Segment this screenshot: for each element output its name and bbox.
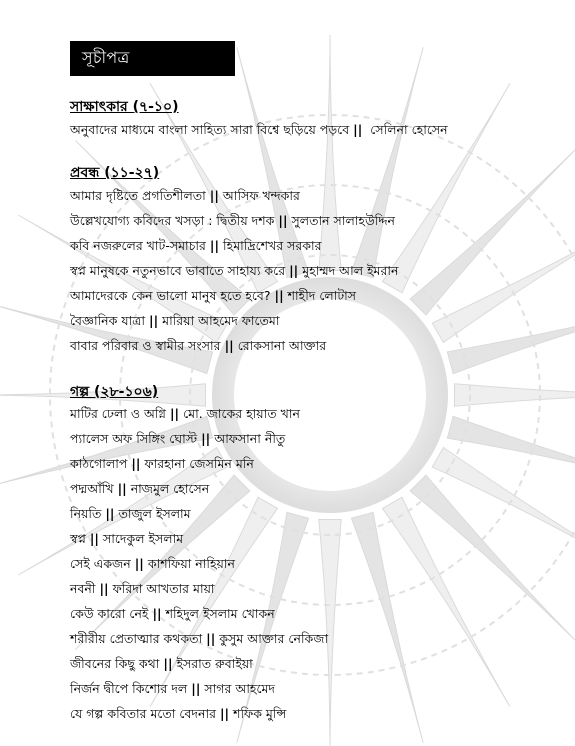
toc-entry: [70, 430, 285, 448]
toc-entry: [70, 630, 328, 648]
work-title: যে গল্প কবিতার মতো বেদনার: [70, 706, 216, 721]
toc-entry: [70, 262, 398, 280]
work-title: কেউ কারো নেই: [70, 606, 149, 621]
author-name: নাজমুল হোসেন: [130, 481, 210, 496]
work-title: আমার দৃষ্টিতে প্রগতিশীলতা: [70, 188, 206, 203]
toc-entry: [70, 480, 209, 498]
work-title: শরীরীয় প্রেতাত্মার কথকতা: [70, 631, 203, 646]
author-name: সাগর আহমেদ: [204, 681, 275, 696]
work-title: নির্জন দ্বীপে কিশোর দল: [70, 681, 188, 696]
section-heading-story: গল্প (২৮-১০৬): [70, 384, 159, 400]
toc-entry: [70, 705, 286, 723]
author-name: হিমাদ্রিশেখর সরকার: [223, 238, 322, 253]
author-name: ইসরাত রুবাইয়া: [176, 656, 253, 671]
toc-entry: [70, 605, 275, 623]
separator: ||: [169, 406, 180, 421]
work-title: স্বপ্ন: [70, 531, 86, 546]
author-name: শহিদুল ইসলাম খোকন: [165, 606, 275, 621]
author-name: সুলতান সালাহউদ্দিন: [291, 213, 395, 228]
separator: ||: [201, 431, 211, 446]
work-title: কবি নজরুলের খাট-সমাচার: [70, 238, 206, 253]
work-title: উল্লেখযোগ্য কবিদের খসড়া : দ্বিতীয় দশক: [70, 213, 275, 228]
author-name: ফরিদা আখতার মায়া: [112, 581, 215, 596]
separator: ||: [224, 338, 234, 353]
work-title: নবনী: [70, 581, 96, 596]
author-name: কুসুম আক্তার নেকিজা: [219, 631, 329, 646]
separator: ||: [117, 481, 127, 496]
toc-entry: [70, 505, 191, 523]
author-name: আসিফ খন্দকার: [222, 188, 300, 203]
toc-entry: [70, 530, 183, 548]
separator: ||: [274, 288, 284, 303]
separator: ||: [209, 188, 219, 203]
author-name: কাশফিয়া নাহিয়ান: [147, 556, 235, 571]
title-text: সূচীপত্র: [82, 48, 130, 67]
separator: ||: [89, 531, 99, 546]
separator: ||: [289, 263, 299, 278]
separator: ||: [163, 656, 173, 671]
toc-entry: [70, 312, 280, 330]
work-title: বাবার পরিবার ও স্বামীর সংসার: [70, 338, 221, 353]
separator: ||: [105, 506, 115, 521]
work-title: বৈজ্ঞানিক যাত্রা: [70, 313, 145, 328]
toc-entry: [70, 555, 235, 573]
author-name: মুহাম্মদ আল ইমরান: [302, 263, 399, 278]
toc-entry: [70, 405, 300, 423]
work-title: কাঠগোলাপ: [70, 456, 128, 471]
work-title: সেই একজন: [70, 556, 131, 571]
work-title: স্বপ্ন মানুষকে নতুনভাবে ভাবাতে সাহায্য করে: [70, 263, 286, 278]
author-name: শাহীদ লোটাস: [287, 288, 357, 303]
author-name: মারিয়া আহমেদ ফাতেমা: [162, 313, 280, 328]
section-heading-interview: সাক্ষাৎকার (৭-১০): [70, 99, 179, 115]
author-name: শফিক মুন্সি: [233, 706, 287, 721]
separator: ||: [131, 456, 141, 471]
toc-entry: [70, 121, 448, 139]
work-title: আমাদেরকে কেন ভালো মানুষ হতে হবে?: [70, 288, 271, 303]
separator: ||: [134, 556, 144, 571]
page-title: [70, 41, 235, 76]
separator: ||: [191, 681, 201, 696]
author-name: তাজুল ইসলাম: [118, 506, 191, 521]
separator: ||: [152, 606, 162, 621]
work-title: নিয়তি: [70, 506, 102, 521]
work-title: প্যালেস অফ সিঙ্গিং ঘোস্ট: [70, 431, 198, 446]
toc-entry: [70, 337, 326, 355]
separator: ||: [353, 122, 363, 137]
toc-entry: [70, 287, 356, 305]
author-name: মো. জাকের হায়াত খান: [183, 406, 300, 421]
separator: ||: [209, 238, 220, 253]
separator: ||: [219, 706, 230, 721]
toc-entry: [70, 580, 215, 598]
work-title: জীবনের কিছু কথা: [70, 656, 160, 671]
separator: ||: [99, 581, 109, 596]
author-name: সেলিনা হোসেন: [370, 122, 448, 137]
toc-entry: [70, 680, 275, 698]
toc-entry: [70, 455, 254, 473]
toc-entry: [70, 237, 322, 255]
author-name: আফসানা নীতু: [214, 431, 286, 446]
work-title: পদ্মআঁখি: [70, 481, 114, 496]
section-heading-essay: প্রবন্ধ (১১-২৭): [70, 165, 160, 181]
author-name: সাদেকুল ইসলাম: [102, 531, 184, 546]
work-title: মাটির ঢেলা ও অগ্নি: [70, 406, 166, 421]
author-name: ফারহানা জেসমিন মনি: [144, 456, 254, 471]
separator: ||: [206, 631, 216, 646]
work-title: অনুবাদের মাধ্যমে বাংলা সাহিত্য সারা বিশ্বে ছড়িয়ে পড়বে: [70, 122, 350, 137]
author-name: রোকসানা আক্তার: [237, 338, 327, 353]
toc-entry: [70, 212, 395, 230]
toc-entry: [70, 187, 300, 205]
separator: ||: [278, 213, 288, 228]
separator: ||: [149, 313, 159, 328]
toc-entry: [70, 655, 253, 673]
